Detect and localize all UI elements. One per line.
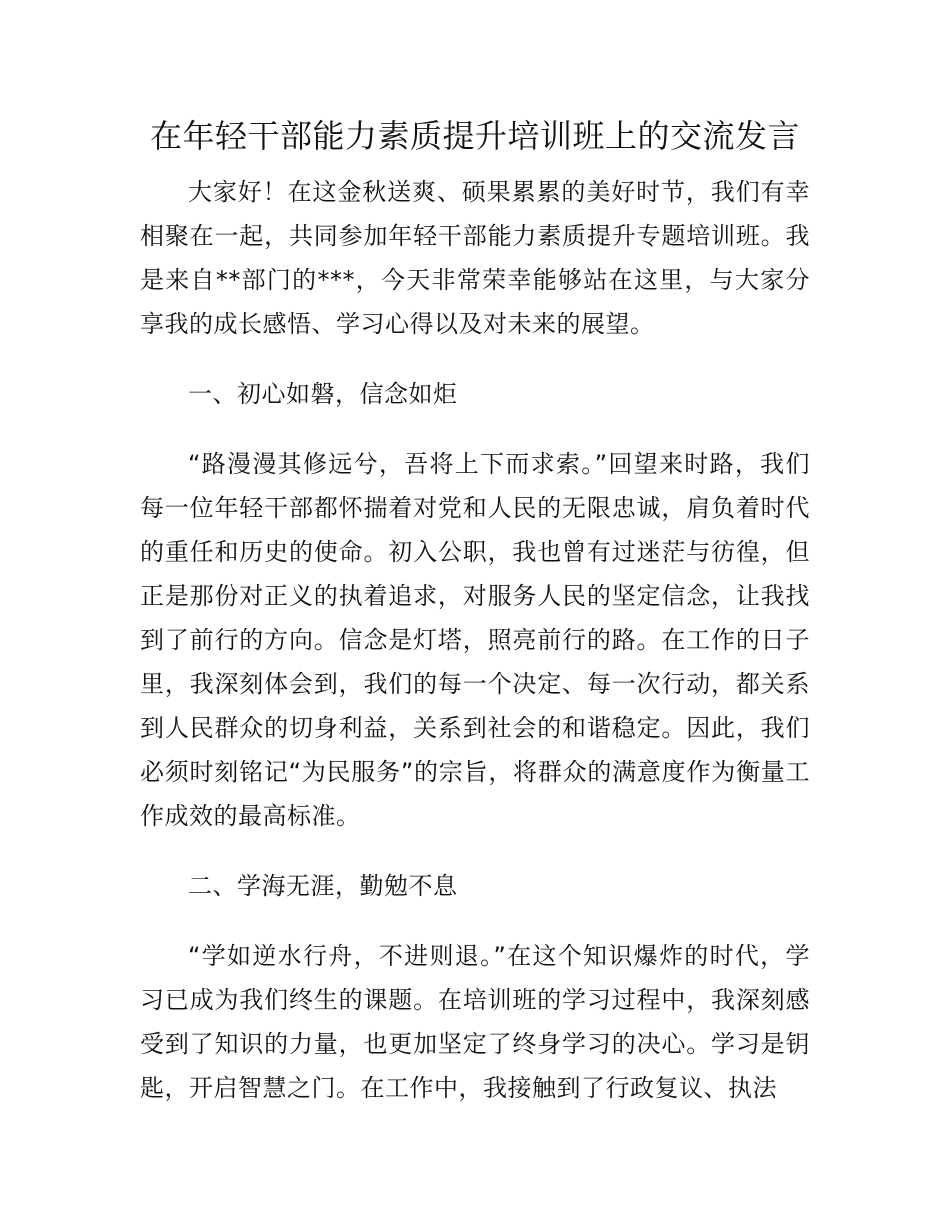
document-body bbox=[140, 170, 810, 1110]
section-heading-1: 一、初心如磐，信念如炬 bbox=[188, 380, 458, 408]
paragraph-gap bbox=[140, 838, 810, 864]
paragraph-section-1: “路漫漫其修远兮，吾将上下而求索。”回望来时路，我们每一位年轻干部都怀揣着对党和人民的无限忠诚，肩负着时代的重任和历史的使命。初入公职，我也曾有过迷茫与彷徨，但正是那份对正义的执着追求，对服务人民的坚定信念，让我找到了前行的方向。信念是灯塔，照亮前行的路。在工作的日子里，我深刻体会到，我们的每一个决定、每一次行动，都关系到人民群众的切身利益，关系到社会的和谐稳定。因此，我们必须时刻铭记“为民服务”的宗旨，将群众的满意度作为衡量工作成效的最高标准。 bbox=[140, 450, 810, 830]
document-title: 在年轻干部能力素质提升培训班上的交流发言 bbox=[149, 117, 800, 155]
paragraph-gap bbox=[140, 346, 810, 372]
paragraph-greeting: 大家好！在这金秋送爽、硕果累累的美好时节，我们有幸相聚在一起，共同参加年轻干部能力素质提升专题培训班。我是来自**部门的***，今天非常荣幸能够站在这里，与大家分享我的成长感悟、学习心得以及对未来的展望。 bbox=[140, 178, 810, 338]
paragraph-section-2: “学如逆水行舟，不进则退。”在这个知识爆炸的时代，学习已成为我们终生的课题。在培训班的学习过程中，我深刻感受到了知识的力量，也更加坚定了终身学习的决心。学习是钥匙，开启智慧之门。在工作中，我接触到了行政复议、执法 bbox=[140, 942, 810, 1102]
paragraph-gap bbox=[140, 908, 810, 934]
section-heading-2: 二、学海无涯，勤勉不息 bbox=[188, 872, 458, 900]
paragraph-gap bbox=[140, 416, 810, 442]
